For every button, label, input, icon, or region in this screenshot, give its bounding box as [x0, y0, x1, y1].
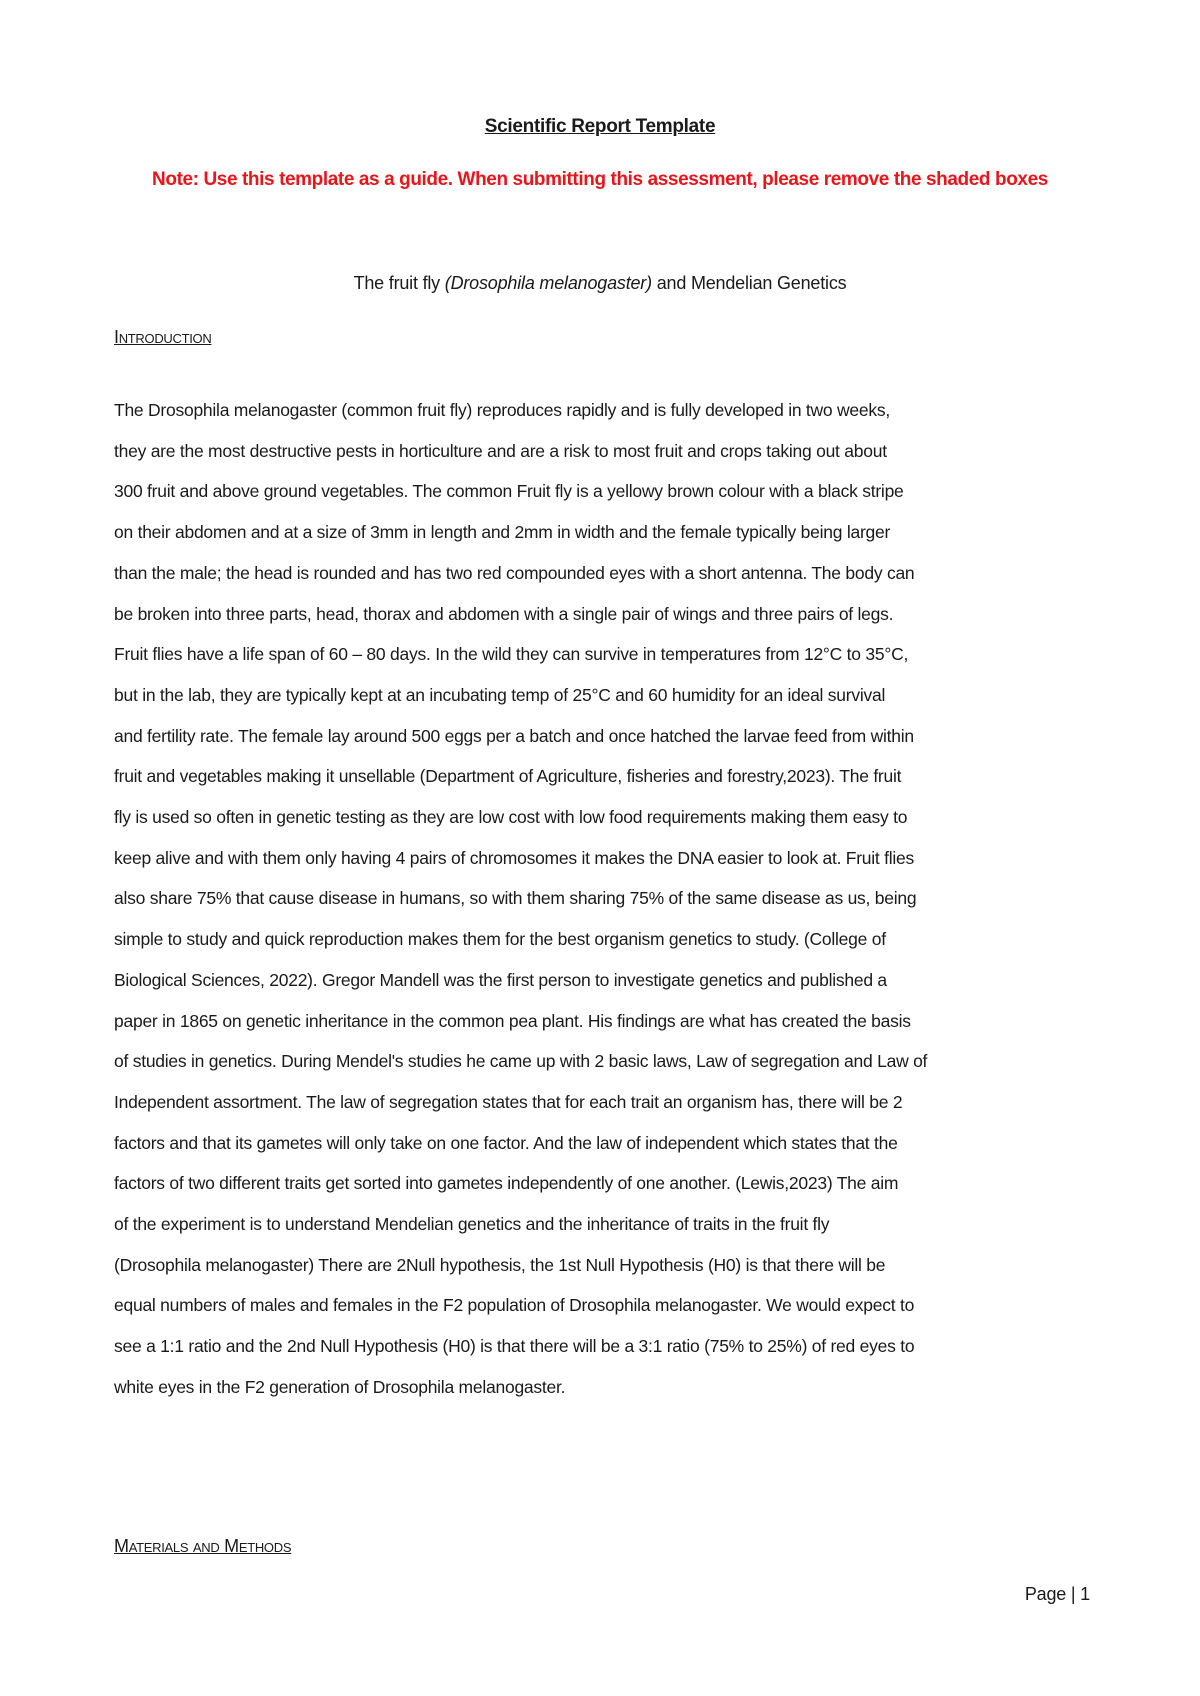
introduction-line: white eyes in the F2 generation of Drosophila melanogaster.: [114, 1376, 566, 1397]
introduction-line: keep alive and with them only having 4 pairs of chromosomes it makes the DNA easier to look at. Fruit flies: [114, 847, 915, 868]
introduction-line: paper in 1865 on genetic inheritance in the common pea plant. His findings are what has created the basis: [114, 1010, 911, 1031]
introduction-heading: Introduction: [114, 327, 212, 347]
report-title: [0, 273, 1200, 294]
introduction-line: on their abdomen and at a size of 3mm in length and 2mm in width and the female typically being larger: [114, 522, 891, 543]
introduction-line: 300 fruit and above ground vegetables. The common Fruit fly is a yellowy brown colour with a black stripe: [114, 481, 904, 502]
introduction-line: and fertility rate. The female lay around 500 eggs per a batch and once hatched the larvae feed from within: [114, 725, 914, 746]
report-title-suffix: and Mendelian Genetics: [651, 273, 847, 293]
introduction-line: also share 75% that cause disease in humans, so with them sharing 75% of the same disease as us, being: [114, 888, 917, 909]
introduction-line: Independent assortment. The law of segregation states that for each trait an organism has, there will be 2: [114, 1091, 903, 1112]
materials-methods-heading: Materials and Methods: [114, 1536, 292, 1556]
introduction-line: but in the lab, they are typically kept at an incubating temp of 25°C and 60 humidity for an ideal survival: [114, 684, 886, 705]
report-title-prefix: The fruit fly: [353, 273, 445, 293]
introduction-line: be broken into three parts, head, thorax and abdomen with a single pair of wings and three pairs of legs.: [114, 603, 894, 624]
introduction-line: The Drosophila melanogaster (common fruit fly) reproduces rapidly and is fully developed in two weeks,: [114, 400, 890, 420]
page-number: Page | 1: [1024, 1584, 1090, 1604]
introduction-line: than the male; the head is rounded and has two red compounded eyes with a short antenna. The body can: [114, 562, 915, 583]
introduction-line: Fruit flies have a life span of 60 – 80 days. In the wild they can survive in temperatures from 12°C to 35°C,: [114, 644, 909, 665]
introduction-line: of the experiment is to understand Mendelian genetics and the inheritance of traits in the fruit fly: [114, 1214, 830, 1235]
introduction-line: see a 1:1 ratio and the 2nd Null Hypothesis (H0) is that there will be a 3:1 ratio (75% to 25%) of red eyes to: [114, 1336, 915, 1357]
report-title-species: (Drosophila melanogaster): [444, 273, 652, 293]
introduction-line: (Drosophila melanogaster) There are 2Null hypothesis, the 1st Null Hypothesis (H0) is that there will be: [114, 1254, 886, 1275]
introduction-line: they are the most destructive pests in horticulture and are a risk to most fruit and crops taking out about: [114, 440, 887, 461]
document-header-title: Scientific Report Template: [484, 116, 716, 137]
introduction-line: fruit and vegetables making it unsellable (Department of Agriculture, fisheries and forestry,2023). The fruit: [114, 766, 902, 787]
introduction-body: [114, 390, 1094, 1408]
introduction-line: factors of two different traits get sorted into gametes independently of one another. (Lewis,2023) The aim: [114, 1173, 899, 1194]
introduction-line: fly is used so often in genetic testing as they are low cost with low food requirements making them easy to: [114, 807, 908, 828]
introduction-line: simple to study and quick reproduction makes them for the best organism genetics to study. (College of: [114, 929, 886, 950]
introduction-line: factors and that its gametes will only take on one factor. And the law of independent which states that the: [114, 1132, 898, 1153]
introduction-line: Biological Sciences, 2022). Gregor Mandell was the first person to investigate genetics and published a: [114, 969, 887, 990]
template-note: Note: Use this template as a guide. When submitting this assessment, please remove the shaded boxes: [152, 169, 1048, 190]
introduction-line: equal numbers of males and females in the F2 population of Drosophila melanogaster. We would expect to: [114, 1295, 915, 1316]
introduction-line: of studies in genetics. During Mendel's studies he came up with 2 basic laws, Law of segregation and Law of: [114, 1051, 928, 1072]
